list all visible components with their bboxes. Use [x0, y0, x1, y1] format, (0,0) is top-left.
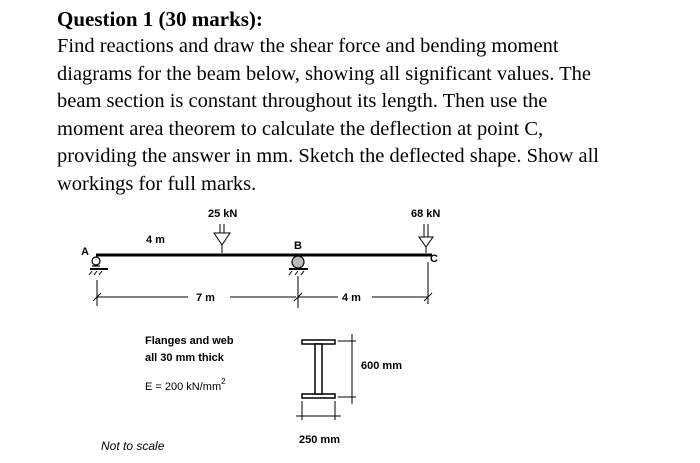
section-width-label: 250 mm: [299, 434, 340, 446]
roller-support-b: [289, 256, 308, 275]
question-line: beam section is constant throughout its length. Then use the: [57, 90, 548, 112]
section-height-dimension: [338, 334, 356, 404]
load-25kn-label: 25 kN: [208, 208, 238, 220]
question-body: [57, 33, 687, 198]
question-line: providing the answer in mm. Sketch the deflected shape. Show all: [57, 145, 599, 167]
dimension-7m: [93, 280, 296, 306]
note-flanges-web: Flanges and web: [145, 335, 234, 347]
point-a-label: A: [81, 246, 89, 258]
question-line: diagrams for the beam below, showing all significant values. The: [57, 62, 592, 85]
not-to-scale-note: Not to scale: [101, 439, 165, 453]
question-line: moment area theorem to calculate the deflection at point C,: [57, 117, 544, 140]
load-arrow-68kn: [419, 224, 433, 253]
i-section-icon: [302, 340, 335, 398]
question-line: Find reactions and draw the shear force and bending moment: [57, 35, 559, 57]
modulus-label: [145, 377, 226, 393]
point-c-label: C: [430, 253, 438, 265]
beam-diagram: [0, 200, 700, 463]
dim-4m-right-label: 4 m: [342, 292, 361, 304]
section-height-label: 600 mm: [361, 360, 402, 372]
dim-4m-left-label: 4 m: [146, 234, 165, 246]
modulus-exponent: 2: [221, 377, 226, 386]
pin-support-a: [89, 257, 108, 275]
dim-7m-label: 7 m: [196, 292, 215, 304]
note-thickness: all 30 mm thick: [145, 352, 224, 364]
modulus-value: E = 200 kN/mm: [145, 381, 222, 393]
question-line: workings for full marks.: [57, 172, 257, 195]
question-heading: Question 1 (30 marks):: [57, 7, 263, 31]
dimension-4m-right: [294, 262, 432, 308]
section-width-dimension: [296, 401, 341, 420]
point-b-label: B: [294, 240, 302, 252]
load-arrow-25kn: [214, 224, 230, 253]
load-68kn-label: 68 kN: [411, 208, 441, 220]
